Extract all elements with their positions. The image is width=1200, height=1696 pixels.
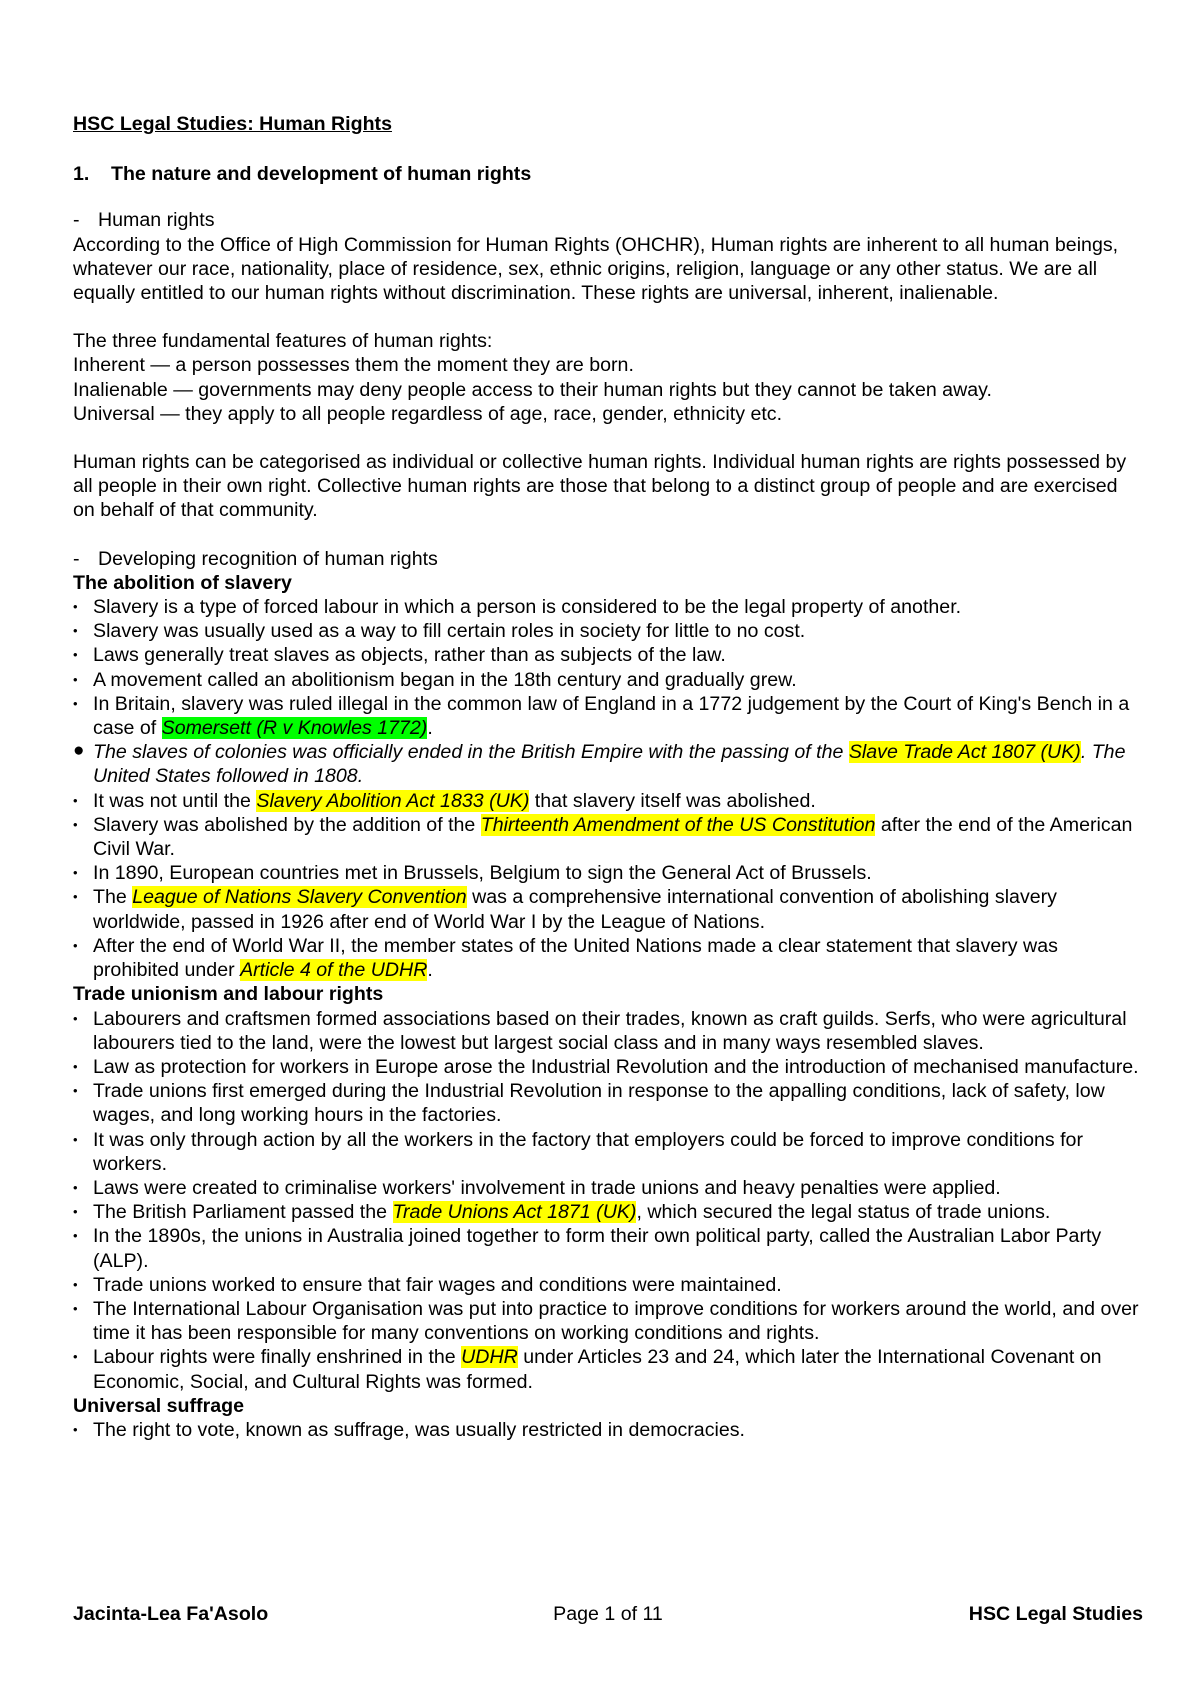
paragraph-categories: Human rights can be categorised as individual or collective human rights. Individual human rights are rights possessed by all people in their own right. Collective human rights are those that belong to a distinct group of people and are exercised on behalf of that community. bbox=[73, 451, 1127, 522]
footer-course: HSC Legal Studies bbox=[968, 1603, 1143, 1625]
feature-inherent: Inherent — a person possesses them the moment they are born. bbox=[73, 354, 634, 377]
list-item: • Trade unions worked to ensure that fair wages and conditions were maintained. bbox=[73, 1273, 782, 1296]
bullet-marker: ● bbox=[73, 740, 85, 762]
feature-inalienable: Inalienable — governments may deny people access to their human rights but they cannot be taken away. bbox=[73, 378, 992, 401]
highlighted-legislation: Trade Unions Act 1871 (UK) bbox=[392, 1201, 637, 1224]
bullet-marker: • bbox=[73, 647, 78, 663]
list-item: • Law as protection for workers in Europe arose the Industrial Revolution and the introduction of mechanised manufacture. bbox=[73, 1055, 1139, 1078]
list-item: • Labourers and craftsmen formed associations based on their trades, known as craft guilds. Serfs, who were agricultural labourers tied to the land, were the lowest but largest social class and in many ways resembled slaves. bbox=[73, 1007, 1127, 1054]
list-item: • The right to vote, known as suffrage, was usually restricted in democracies. bbox=[73, 1418, 745, 1441]
section-heading bbox=[73, 162, 1143, 186]
bullet-marker: • bbox=[73, 1179, 78, 1195]
list-item: • In 1890, European countries met in Brussels, Belgium to sign the General Act of Brussels. bbox=[73, 862, 872, 885]
document-body bbox=[73, 112, 1143, 1442]
bullet-marker: • bbox=[73, 1228, 78, 1244]
list-item: • Laws were created to criminalise workers' involvement in trade unions and heavy penalties were applied. bbox=[73, 1176, 1001, 1199]
highlighted-case: Somersett (R v Knowles 1772) bbox=[161, 717, 428, 740]
bullet-marker: • bbox=[73, 1276, 78, 1292]
list-item: • A movement called an abolitionism began in the 18th century and gradually grew. bbox=[73, 668, 797, 691]
highlighted-legislation: Slavery Abolition Act 1833 (UK) bbox=[256, 789, 530, 812]
dash-marker: - bbox=[73, 209, 80, 232]
footer-author: Jacinta-Lea Fa'Asolo bbox=[73, 1603, 269, 1625]
list-item: • In Britain, slavery was ruled illegal in the common law of England in a 1772 judgement by the Court of King's Bench in a case of Somersett (R v Knowles 1772). bbox=[73, 692, 1130, 740]
list-item: • After the end of World War II, the member states of the United Nations made a clear statement that slavery was prohibited under Article 4 of the UDHR. bbox=[73, 934, 1058, 982]
suffrage-list bbox=[73, 1418, 1143, 1442]
list-item: • The British Parliament passed the Trade Unions Act 1871 (UK), which secured the legal status of trade unions. bbox=[73, 1201, 1051, 1224]
bullet-marker: • bbox=[73, 1300, 78, 1316]
list-item: • Trade unions first emerged during the Industrial Revolution in response to the appalling conditions, lack of safety, low wages, and long working hours in the factories. bbox=[73, 1080, 1105, 1127]
bullet-marker: • bbox=[73, 1010, 78, 1026]
topic-label-text: Developing recognition of human rights bbox=[98, 547, 438, 570]
dash-marker: - bbox=[73, 547, 80, 570]
topic-label-human-rights bbox=[73, 208, 1143, 232]
topic-label-text: Human rights bbox=[98, 209, 215, 232]
list-item: • Laws generally treat slaves as objects, rather than as subjects of the law. bbox=[73, 644, 726, 667]
bullet-marker: • bbox=[73, 1083, 78, 1099]
features-intro: The three fundamental features of human rights: bbox=[73, 330, 493, 353]
list-item: ● The slaves of colonies was officially ended in the British Empire with the passing of the Slave Trade Act 1807 (UK). The United States followed in 1808. bbox=[73, 740, 1126, 788]
bullet-marker: • bbox=[73, 1421, 78, 1437]
slavery-list bbox=[73, 595, 1143, 982]
trade-unionism-list bbox=[73, 1007, 1143, 1394]
page-number: Page 1 of 11 bbox=[553, 1603, 663, 1625]
bullet-marker: • bbox=[73, 1204, 78, 1220]
bullet-marker: • bbox=[73, 599, 78, 615]
highlighted-legislation: Slave Trade Act 1807 (UK) bbox=[848, 741, 1081, 764]
bullet-marker: • bbox=[73, 695, 78, 711]
list-item: • Slavery is a type of forced labour in which a person is considered to be the legal property of another. bbox=[73, 596, 962, 619]
highlighted-legislation: Article 4 of the UDHR bbox=[240, 959, 428, 982]
subheading-trade-unionism: Trade unionism and labour rights bbox=[73, 983, 384, 1006]
list-item: • Labour rights were finally enshrined in the UDHR under Articles 23 and 24, which later the International Covenant on Economic, Social, and Cultural Rights was formed. bbox=[73, 1346, 1102, 1393]
document-title: HSC Legal Studies: Human Rights bbox=[73, 113, 392, 135]
list-item: • In the 1890s, the unions in Australia joined together to form their own political party, called the Australian Labor Party (ALP). bbox=[73, 1225, 1102, 1272]
page-footer bbox=[73, 1603, 1143, 1629]
list-item: • Slavery was usually used as a way to fill certain roles in society for little to no cost. bbox=[73, 620, 806, 643]
bullet-marker: • bbox=[73, 1349, 78, 1365]
bullet-marker: • bbox=[73, 865, 78, 881]
bullet-marker: • bbox=[73, 1058, 78, 1074]
bullet-marker: • bbox=[73, 889, 78, 905]
bullet-marker: • bbox=[73, 792, 78, 808]
highlighted-legislation: League of Nations Slavery Convention bbox=[132, 886, 467, 909]
list-item: • Slavery was abolished by the addition of the Thirteenth Amendment of the US Constitution after the end of the American Civil War. bbox=[73, 813, 1133, 861]
bullet-marker: • bbox=[73, 623, 78, 639]
topic-label-developing bbox=[73, 547, 1143, 571]
bullet-marker: • bbox=[73, 1131, 78, 1147]
bullet-marker: • bbox=[73, 671, 78, 687]
paragraph-ohchr-definition: According to the Office of High Commission for Human Rights (OHCHR), Human rights are inherent to all human beings, whatever our race, nationality, place of residence, sex, ethnic origins, religion, language or any other status. We are all equally entitled to our human rights without discrimination. These rights are universal, inherent, inalienable. bbox=[73, 233, 1119, 305]
feature-universal: Universal — they apply to all people regardless of age, race, gender, ethnicity etc. bbox=[73, 402, 783, 425]
list-item: • The International Labour Organisation was put into practice to improve conditions for workers around the world, and over time it has been responsible for many conventions on working conditions and rights. bbox=[73, 1297, 1139, 1345]
list-item: • It was only through action by all the workers in the factory that employers could be forced to improve conditions for workers. bbox=[73, 1128, 1083, 1175]
bullet-marker: • bbox=[73, 937, 78, 953]
section-title: The nature and development of human rights bbox=[111, 163, 532, 186]
subheading-suffrage: Universal suffrage bbox=[73, 1394, 244, 1417]
highlighted-legislation: UDHR bbox=[461, 1346, 518, 1369]
list-item: • It was not until the Slavery Abolition Act 1833 (UK) that slavery itself was abolished. bbox=[73, 789, 816, 812]
bullet-marker: • bbox=[73, 816, 78, 832]
subheading-slavery: The abolition of slavery bbox=[73, 571, 292, 594]
list-item: • The League of Nations Slavery Convention was a comprehensive international convention of abolishing slavery worldwide, passed in 1926 after end of World War I by the League of Nations. bbox=[73, 886, 1057, 933]
highlighted-legislation: Thirteenth Amendment of the US Constitution bbox=[480, 813, 876, 836]
section-number: 1. bbox=[73, 163, 90, 186]
